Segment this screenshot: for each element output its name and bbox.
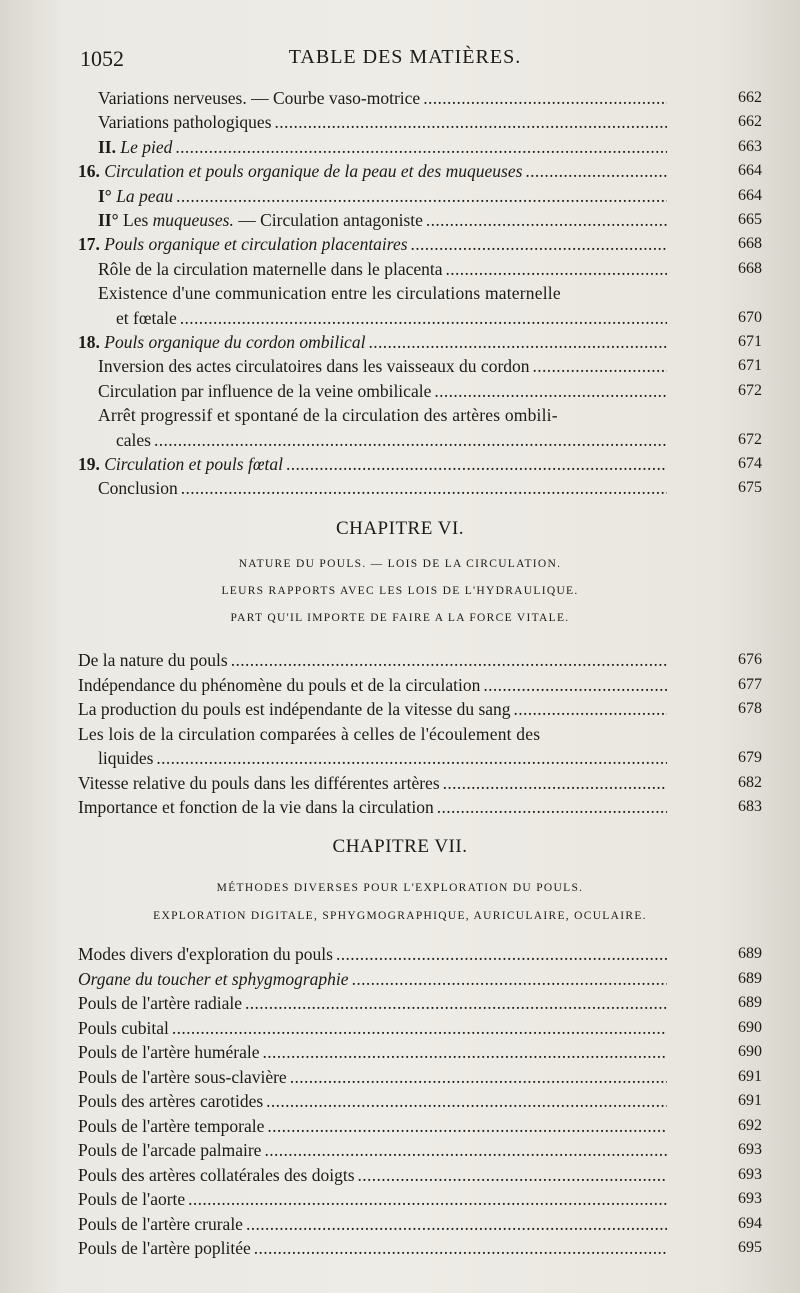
- chapter-6-subtitle-3: PART QU'IL IMPORTE DE FAIRE A LA FORCE VITALE.: [230, 612, 570, 624]
- dot-leader: [154, 428, 667, 452]
- toc-entry-text: Vitesse relative du pouls dans les différentes artères: [78, 772, 440, 793]
- dot-leader: [443, 771, 667, 795]
- toc-entry-label: [78, 1016, 169, 1040]
- toc-entry-text: Pouls organique du cordon ombilical: [104, 332, 366, 352]
- dot-leader: [245, 991, 667, 1015]
- toc-page-number: 690: [738, 1018, 762, 1036]
- toc-entry: [98, 354, 762, 378]
- dot-leader: [188, 1187, 667, 1211]
- toc-entry-text: Inversion des actes circulatoires dans les vaisseaux du cordon: [98, 356, 530, 377]
- toc-entry-text: Organe du toucher et sphygmographie: [78, 968, 349, 989]
- toc-entry-number: 19.: [78, 454, 105, 474]
- toc-page-number: 689: [738, 945, 762, 962]
- toc-entry: [78, 1040, 762, 1064]
- toc-entry-label: [78, 330, 365, 354]
- toc-page-number: 668: [738, 259, 762, 277]
- dot-leader: [525, 159, 667, 183]
- toc-page-number: 682: [738, 773, 762, 791]
- toc-entry-text: Pouls de l'artère poplitée: [78, 1238, 251, 1258]
- toc-entry-text: La production du pouls est indépendante de la vitesse du sang: [78, 699, 511, 719]
- toc-entry: [78, 673, 762, 697]
- toc-entry-text: Pouls des artères carotides: [78, 1091, 264, 1111]
- dot-leader: [275, 110, 667, 134]
- toc-entry: [78, 1212, 762, 1236]
- toc-entry-label: [78, 1114, 264, 1138]
- toc-entry-label: [98, 184, 173, 208]
- toc-entry-number: II°: [98, 210, 123, 230]
- toc-page-number: 664: [738, 162, 762, 180]
- toc-page-number: 664: [738, 186, 762, 204]
- running-title: TABLE DES MATIÈRES.: [288, 46, 522, 68]
- toc-entry: [78, 1065, 762, 1089]
- toc-entry-label: [78, 673, 480, 697]
- dot-leader: [290, 1065, 667, 1089]
- dot-leader: [358, 1163, 667, 1187]
- dot-leader: [180, 306, 667, 330]
- chapter-7-subtitle-1: MÉTHODES DIVERSES POUR L'EXPLORATION DU POULS.: [216, 882, 584, 894]
- toc-entry: [98, 403, 672, 427]
- toc-page-number: 678: [738, 700, 762, 717]
- chapter-6-subtitle-1: NATURE DU POULS. — LOIS DE LA CIRCULATION.: [238, 558, 562, 570]
- toc-entry-label: [98, 208, 423, 232]
- toc-entry: [78, 795, 762, 819]
- toc-entry: [78, 1016, 762, 1040]
- toc-entry-label: [98, 135, 172, 159]
- toc-entry-label: [98, 354, 530, 378]
- toc-entry-text: Pouls de l'artère radiale: [78, 993, 242, 1013]
- toc-entry-number: 18.: [78, 332, 105, 352]
- dot-leader: [181, 476, 667, 500]
- toc-page-number: 662: [738, 89, 762, 106]
- toc-entry-label: [78, 942, 333, 966]
- toc-page-number: 672: [738, 381, 762, 399]
- toc-page-number: 663: [738, 137, 762, 155]
- chapter-7-subtitle-2: EXPLORATION DIGITALE, SPHYGMOGRAPHIQUE, AURICULAIRE, OCULAIRE.: [153, 910, 647, 922]
- toc-entry-text: Pouls organique et circulation placentaires: [104, 234, 408, 255]
- toc-entry: [78, 697, 762, 721]
- toc-entry: [98, 746, 762, 770]
- toc-entry-label: [78, 795, 434, 819]
- toc-entry-text: Importance et fonction de la vie dans la circulation: [78, 797, 434, 817]
- toc-entry-text: Pouls de l'arcade palmaire: [78, 1140, 262, 1160]
- toc-page-number: 690: [738, 1043, 762, 1060]
- toc-entry: [98, 184, 762, 208]
- toc-entry-label: [98, 476, 178, 500]
- toc-entry-text: Pouls de l'artère humérale: [78, 1042, 260, 1062]
- toc-entry: [98, 476, 762, 500]
- toc-page-number: 679: [738, 749, 762, 766]
- toc-entry-label: [98, 257, 443, 281]
- toc-entry-label: [78, 1138, 261, 1162]
- toc-page-number: 662: [738, 113, 762, 131]
- toc-entry-label: [98, 746, 153, 770]
- toc-entry-text: Pouls de l'artère crurale: [78, 1213, 243, 1234]
- toc-entry: [78, 722, 672, 746]
- toc-entry-label: [78, 159, 522, 183]
- toc-entry-label: [78, 991, 242, 1015]
- toc-entry-number: 17.: [78, 234, 105, 255]
- toc-entry-label: [78, 722, 540, 746]
- toc-entry-text: Pouls de l'artère temporale: [78, 1115, 265, 1136]
- toc-entry: [78, 1089, 762, 1113]
- toc-entry: [78, 991, 762, 1015]
- toc-entry: [78, 159, 762, 183]
- dot-leader: [514, 697, 667, 721]
- toc-entry-label-part: Les: [123, 210, 153, 230]
- toc-page-number: 675: [738, 479, 762, 497]
- chapter-6-subtitle-2: LEURS RAPPORTS AVEC LES LOIS DE L'HYDRAULIQUE.: [221, 585, 579, 597]
- toc-page-number: 691: [738, 1067, 762, 1085]
- toc-entry-text: Arrêt progressif et spontané de la circulation des artères ombili-: [98, 405, 558, 426]
- dot-leader: [423, 86, 667, 110]
- toc-entry-label-italic: muqueuses.: [152, 210, 234, 230]
- toc-entry: [78, 1114, 762, 1138]
- toc-entry-label: [98, 110, 272, 134]
- toc-entry: [98, 135, 762, 159]
- toc-page-number: 689: [738, 969, 762, 987]
- toc-entry: [78, 452, 762, 476]
- toc-entry-label: [78, 452, 283, 476]
- toc-entry-text: Les lois de la circulation comparées à celles de l'écoulement des: [78, 723, 541, 744]
- toc-entry-text: Circulation par influence de la veine ombilicale: [98, 380, 432, 401]
- toc-entry: [98, 281, 672, 305]
- toc-page-number: 694: [738, 1214, 762, 1232]
- dot-leader: [426, 208, 667, 232]
- toc-entry: [116, 306, 762, 330]
- toc-entry: [78, 1138, 762, 1162]
- toc-entry-text: Le pied: [120, 136, 173, 157]
- toc-page-number: 692: [738, 1116, 762, 1134]
- dot-leader: [264, 1138, 667, 1162]
- dot-leader: [176, 184, 667, 208]
- toc-entry-label: [78, 1040, 260, 1064]
- toc-entry-label-part: — Circulation antagoniste: [233, 210, 423, 230]
- toc-entry: [78, 1236, 762, 1260]
- toc-page-number: 683: [738, 798, 762, 815]
- toc-entry-number: I°: [98, 185, 117, 206]
- dot-leader: [434, 379, 667, 403]
- toc-entry-text: Pouls de l'artère sous-clavière: [78, 1066, 287, 1087]
- dot-leader: [286, 452, 667, 476]
- toc-page-number: 670: [738, 308, 762, 326]
- toc-entry: [116, 428, 762, 452]
- dot-leader: [483, 673, 667, 697]
- toc-entry: [78, 1163, 762, 1187]
- toc-entry: [78, 1187, 762, 1211]
- toc-entry-label: [78, 1163, 355, 1187]
- toc-entry: [98, 379, 762, 403]
- chapter-6-title: CHAPITRE VI.: [335, 518, 465, 539]
- toc-entry-number: II.: [98, 136, 121, 157]
- toc-entry: [78, 771, 762, 795]
- dot-leader: [352, 967, 667, 991]
- dot-leader: [266, 1089, 667, 1113]
- toc-entry-label: [78, 1065, 287, 1089]
- page-header: [80, 46, 730, 76]
- chapter-7-title: CHAPITRE VII.: [332, 836, 468, 857]
- dot-leader: [368, 330, 667, 354]
- toc-entry-label: [78, 771, 440, 795]
- toc-page-number: 691: [738, 1092, 762, 1109]
- toc-entry: [98, 208, 762, 232]
- toc-entry-text: Conclusion: [98, 478, 178, 499]
- toc-entry-text: Indépendance du phénomène du pouls et de la circulation: [78, 674, 481, 695]
- toc-page-number: 693: [738, 1141, 762, 1158]
- toc-entry-label: [78, 1187, 185, 1211]
- toc-entry-text: Pouls des artères collatérales des doigts: [78, 1164, 355, 1185]
- dot-leader: [156, 746, 667, 770]
- toc-page-number: 693: [738, 1190, 762, 1207]
- dot-leader: [246, 1212, 667, 1236]
- dot-leader: [437, 795, 667, 819]
- toc-page-number: 676: [738, 651, 762, 668]
- toc-entry: [78, 330, 762, 354]
- toc-entry: [78, 942, 762, 966]
- toc-entry-text: Pouls de l'aorte: [78, 1189, 186, 1209]
- toc-entry-label: [98, 281, 561, 305]
- dot-leader: [172, 1016, 667, 1040]
- toc-entry-label: [116, 306, 177, 330]
- toc-entry-text: De la nature du pouls: [78, 650, 228, 670]
- toc-entry-label: [78, 1236, 251, 1260]
- toc-entry-label: [98, 86, 420, 110]
- toc-page-number: 693: [738, 1165, 762, 1183]
- toc-entry-label: [98, 403, 558, 427]
- toc-entry: [98, 257, 762, 281]
- toc-entry-text: Existence d'une communication entre les circulations maternelle: [98, 283, 561, 304]
- toc-page-number: 671: [738, 333, 762, 350]
- toc-entry: [78, 648, 762, 672]
- toc-entry: [78, 967, 762, 991]
- page-number: 1052: [80, 46, 124, 71]
- toc-entry: [98, 86, 762, 110]
- toc-page-number: 668: [738, 235, 762, 253]
- toc-page-number: 695: [738, 1239, 762, 1256]
- dot-leader: [336, 942, 667, 966]
- toc-entry-label: [78, 1212, 243, 1236]
- toc-entry: [78, 232, 762, 256]
- dot-leader: [446, 257, 668, 281]
- toc-page-number: 677: [738, 675, 762, 693]
- dot-leader: [533, 354, 667, 378]
- dot-leader: [254, 1236, 667, 1260]
- toc-entry-label: [98, 379, 431, 403]
- dot-leader: [263, 1040, 668, 1064]
- toc-entry-text: Circulation et pouls fœtal: [104, 454, 283, 474]
- toc-entry-text: Rôle de la circulation maternelle dans le placenta: [98, 258, 443, 279]
- toc-entry-label: [78, 1089, 263, 1113]
- toc-page-number: 689: [738, 994, 762, 1011]
- toc-entry-label: [116, 428, 151, 452]
- toc-entry-text: liquides: [98, 748, 154, 768]
- toc-entry-text: Modes divers d'exploration du pouls: [78, 944, 333, 964]
- toc-entry-text: et fœtale: [116, 307, 177, 328]
- dot-leader: [411, 232, 667, 256]
- dot-leader: [267, 1114, 667, 1138]
- toc-entry-label: [78, 697, 511, 721]
- toc-entry: [98, 110, 762, 134]
- toc-entry-text: Circulation et pouls organique de la peau et des muqueuses: [104, 161, 523, 182]
- dot-leader: [231, 648, 667, 672]
- toc-entry-text: Variations pathologiques: [98, 112, 272, 133]
- toc-page-number: 674: [738, 455, 762, 472]
- toc-page-number: 665: [738, 211, 762, 228]
- toc-entry-number: 16.: [78, 161, 105, 182]
- toc-entry-text: La peau: [116, 185, 174, 206]
- toc-entry-label: [78, 648, 228, 672]
- toc-page-number: 671: [738, 357, 762, 375]
- toc-entry-text: Variations nerveuses. — Courbe vaso-motrice: [98, 88, 421, 108]
- toc-entry-text: Pouls cubital: [78, 1017, 169, 1038]
- toc-entry-label: [78, 967, 349, 991]
- toc-page-number: 672: [738, 430, 762, 448]
- dot-leader: [175, 135, 667, 159]
- toc-entry-label: [78, 232, 408, 256]
- toc-entry-text: cales: [116, 429, 151, 450]
